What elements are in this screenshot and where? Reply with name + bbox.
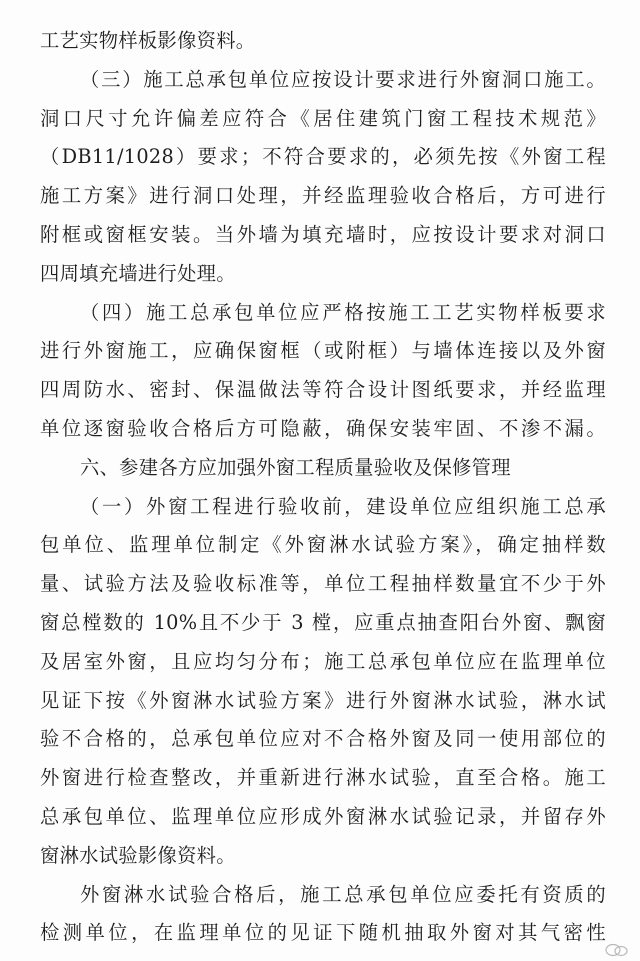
text-line: 单位逐窗验收合格后方可隐蔽，确保安装牢固、不渗不漏。 (40, 417, 606, 440)
text-line: 四周填充墙进行处理。 (40, 261, 236, 285)
text-line: （一）外窗工程进行验收前，建设单位应组织施工总承 (80, 494, 606, 518)
section-heading: 六、参建各方应加强外窗工程质量验收及保修管理 (80, 455, 511, 479)
text-line: 窗淋水试验影像资料。 (40, 843, 236, 867)
text-line: 验不合格的，总承包单位应对不合格外窗及同一使用部位的 (40, 727, 606, 751)
text-line: 工艺实物样板影像资料。 (40, 29, 256, 52)
text-line: 检测单位，在监理单位的见证下随机抽取外窗对其气密性 (40, 921, 606, 945)
text-line: 进行外窗施工，应确保窗框（或附框）与墙体连接以及外窗 (40, 339, 606, 363)
text-line: 包单位、监理单位制定《外窗淋水试验方案》，确定抽样数 (40, 533, 606, 557)
text-line: 外窗进行检查整改，并重新进行淋水试验，直至合格。施工 (40, 766, 606, 790)
text-line: 窗总樘数的 10%且不少于 3 樘，应重点抽查阳台外窗、飘窗 (40, 611, 606, 634)
text-line: （三）施工总承包单位应按设计要求进行外窗洞口施工。 (80, 67, 606, 91)
text-line: 四周防水、密封、保温做法等符合设计图纸要求，并经监理 (40, 378, 606, 402)
text-line: 洞口尺寸允许偏差应符合《居住建筑门窗工程技术规范》 (40, 106, 606, 130)
text-line: 附框或窗框安装。当外墙为填充墙时，应按设计要求对洞口 (40, 223, 606, 246)
text-line: （DB11/1028）要求；不符合要求的，必须先按《外窗工程 (40, 145, 606, 169)
text-line: 施工方案》进行洞口处理，并经监理验收合格后，方可进行 (40, 184, 606, 208)
text-line: （四）施工总承包单位应严格按施工工艺实物样板要求 (80, 300, 606, 324)
text-line: 量、试验方法及验收标准等，单位工程抽样数量宜不少于外 (40, 572, 606, 596)
wechat-watermark-icon (604, 942, 630, 956)
text-line: 及居室外窗，且应均匀分布；施工总承包单位应在监理单位 (40, 649, 606, 673)
text-line: 外窗淋水试验合格后，施工总承包单位应委托有资质的 (80, 882, 606, 906)
text-line: 总承包单位、监理单位应形成外窗淋水试验记录，并留存外 (40, 805, 606, 828)
text-line: 见证下按《外窗淋水试验方案》进行外窗淋水试验，淋水试 (40, 688, 606, 712)
